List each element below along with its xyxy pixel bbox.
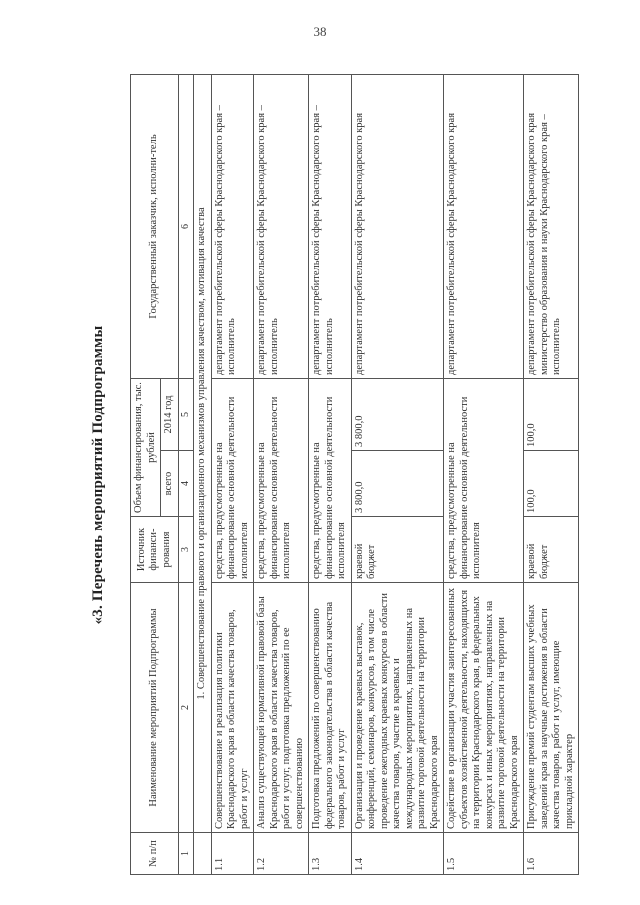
table-row (524, 75, 579, 875)
row-num: 1.2 (254, 833, 309, 875)
row-num: 1.3 (309, 833, 352, 875)
row-customer: департамент потребительской сферы Краснодарского края министерство образования и науки Краснодарского края – исполнитель (524, 75, 579, 379)
row-customer: департамент потребительской сферы Краснодарского края (444, 75, 524, 379)
colnum-3: 3 (178, 517, 194, 583)
table-row (254, 75, 309, 875)
rotated-document-region (90, 75, 640, 875)
row-name: Организация и проведение краевых выставок, конференций, семинаров, конкурсов, в том числе проведение ежегодных краевых конкурсов в области качества товаров, участие в краевых и международных мероприятиях, направленных на развитие торговой деятельности на территории Краснодарского края (351, 583, 444, 833)
table-row (444, 75, 524, 875)
row-source: средства, предусмотренные на финансирование основной деятельности исполнителя (444, 379, 524, 583)
row-total: 100,0 (524, 451, 579, 517)
row-num: 1.1 (211, 833, 254, 875)
colnum-5: 5 (178, 379, 194, 451)
row-source: средства, предусмотренные на финансирование основной деятельности исполнителя (309, 379, 352, 583)
table-row (351, 75, 444, 875)
row-2014: 3 800,0 (351, 379, 444, 451)
row-num: 1.6 (524, 833, 579, 875)
measures-table (130, 74, 579, 875)
row-name: Содействие в организации участия заинтересованных субъектов хозяйственной деятельности, находящихся на территории Краснодарского края, в федеральных конкурсах и иных мероприятиях, направленных на развитие торговой деятельности на территории Краснодарского края (444, 583, 524, 833)
header-volume: Объем финансирования, тыс. рублей (131, 379, 161, 517)
header-total: всего (161, 451, 179, 517)
table-row (309, 75, 352, 875)
row-source: краевой бюджет (351, 517, 444, 583)
header-name: Наименование мероприятий Подпрограммы (131, 583, 179, 833)
row-source: краевой бюджет (524, 517, 579, 583)
header-2014: 2014 год (161, 379, 179, 451)
row-num: 1.5 (444, 833, 524, 875)
header-num: № п/п (131, 833, 179, 875)
colnum-2: 2 (178, 583, 194, 833)
row-total: 3 800,0 (351, 451, 444, 517)
row-source: средства, предусмотренные на финансирование основной деятельности исполнителя (211, 379, 254, 583)
row-customer: департамент потребительской сферы Краснодарского края – исполнитель (309, 75, 352, 379)
document-title: «3. Перечень мероприятий Подпрограммы (90, 325, 106, 625)
row-customer: департамент потребительской сферы Краснодарского края – исполнитель (254, 75, 309, 379)
table-row (211, 75, 254, 875)
header-source: Источник финанси-рования (131, 517, 179, 583)
row-name: Совершенствование и реализация политики Краснодарского края в области качества товаров, работ и услуг (211, 583, 254, 833)
colnum-4: 4 (178, 451, 194, 517)
row-source: средства, предусмотренные на финансирование основной деятельности исполнителя (254, 379, 309, 583)
row-name: Подготовка предложений по совершенствованию федерального законодательства в области качества товаров, работ и услуг (309, 583, 352, 833)
section-title: 1. Совершенствование правового и организационного механизмов управления качеством, мотивация качества (194, 75, 212, 833)
colnum-6: 6 (178, 75, 194, 379)
row-customer: департамент потребительской сферы Краснодарского края – исполнитель (211, 75, 254, 379)
row-2014: 100,0 (524, 379, 579, 451)
row-name: Анализ существующей нормативной правовой базы Краснодарского края в области качества товаров, работ и услуг, подготовка предложений по ее совершенствованию (254, 583, 309, 833)
row-customer: департамент потребительской сферы Краснодарского края (351, 75, 444, 379)
row-num: 1.4 (351, 833, 444, 875)
page-number: 38 (313, 24, 327, 39)
row-name: Присуждение премий студентам высших учебных заведений края за научные достижения в области качества товаров, работ и услуг, имеющие прикладной характер (524, 583, 579, 833)
colnum-1: 1 (178, 833, 194, 875)
header-customer: Государственный заказчик, исполни-тель (131, 75, 179, 379)
